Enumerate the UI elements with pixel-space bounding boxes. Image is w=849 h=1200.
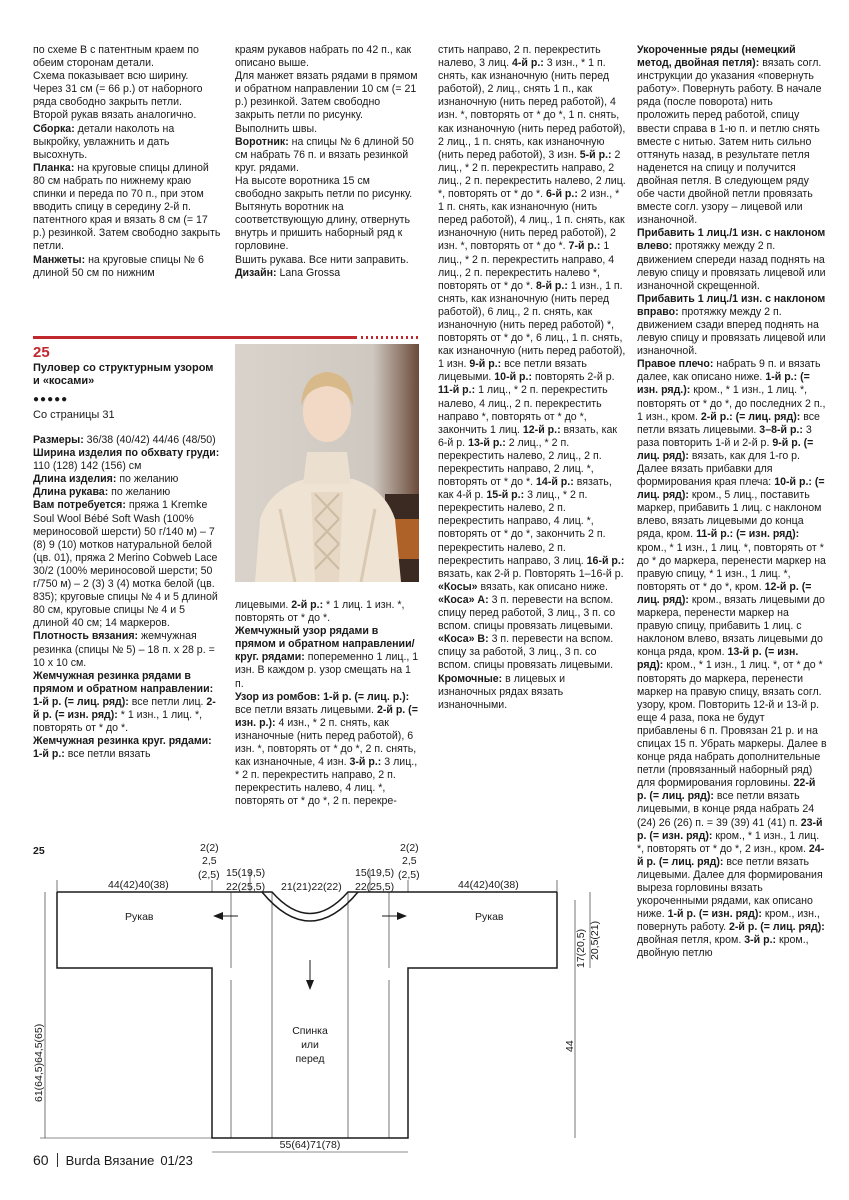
paragraph-cable-b: «Коса» В: 3 п. перевести на вспом. спицу за работой, 3 лиц., 3 п. со вспом. спицы провязать лицевыми.	[438, 633, 614, 672]
paragraph: по схеме В с патентным краем по обеим сторонам детали.	[33, 44, 199, 70]
spec-length: Длина изделия: по желанию	[33, 473, 179, 486]
dim-mid-left-2: 22(25,5)	[226, 881, 266, 893]
sleeve-label-right: Рукав	[475, 911, 504, 923]
dim-neck: 21(21)22(22)	[281, 881, 342, 893]
dim-height-right-b: 20,5(21)	[589, 920, 601, 960]
magazine-name: Burda Вязание	[65, 1152, 155, 1168]
paragraph-manzhety: Манжеты: на круговые спицы № 6 длиной 50 см по нижним	[33, 253, 204, 279]
dim-sleeve-left: 44(42)40(38)	[108, 879, 169, 891]
dim-mid-right-1: 15(19,5)	[355, 867, 395, 879]
dim-shoulder-left-2: 2,5	[202, 855, 217, 867]
paragraph: Через 31 см (= 66 р.) от наборного ряда свободно закрыть петли.	[33, 83, 203, 109]
model-photo	[235, 344, 419, 582]
paragraph-increase-right: Прибавить 1 лиц./1 изн. с наклоном вправо: протяжку между 2 п. движением сзади вперед поднять на левую спицу и провязать лицевой или изнаночной.	[637, 292, 826, 358]
body-label-2: или	[301, 1039, 319, 1051]
column-1-specs	[33, 434, 221, 842]
paragraph: Второй рукав вязать аналогично.	[33, 109, 197, 122]
paragraph-right-shoulder: Правое плечо: набрать 9 п. и вязать далее, как описано ниже. 1-й р.: (= изн. ряд.): кром., * 1 изн., 1 лиц. *, повторять от * до *, до последних 2 п., 1 изн., кром. 2-й р.: (= лиц. ряд): все петли вязать лицевыми. 3–8-й р.: 3 раза повторить 1-й и 2-й р. 9-й р. (= лиц. ряд): вязать, как для 1-го р. Далее вязать прибавки для формирования края плеча: 10-й р.: (= лиц. ряд): кром., 5 лиц., поставить маркер, прибавить 1 лиц. с наклоном влево, вязать лицевыми до конца ряда, кром. 11-й р.: (= изн. ряд): кром., * 1 изн., 1 лиц. *, повторять от * до * до маркера, перенести маркер на правую спицу, * 1 изн., 1 лиц. *, повторять от * до *, кром. 12-й р. (= лиц. ряд): кром., вязать лицевыми до маркера, перенести маркер на правую спицу, прибавить 1 лиц. с наклоном влево, вязать лицевыми до конца ряда, кром. 13-й р. (= изн. ряд): кром., * 1 изн., 1 лиц. *, от * до * повторять до маркера, перенести маркер на правую спицу, вязать согл. узору, кром. Повторить 12-й и 13-й р. еще 4 раза, пока не будут прибавлены 6 п. Провязан 21 р. и на спицах 15 п. Убрать маркеры. Далее в конце ряда набрать дополнительные петли (провязанный наборный ряд) для формирования горловины. 22-й р. (= лиц. ряд): все петли вязать лицевыми, в конце ряда набрать 24 (24) 26 (26) п. = 39 (39) 41 (41) п. 23-й р. (= изн. ряд): кром., * 1 изн., 1 лиц. *, повторять от * до *, 2 изн., кром. 24-й р. (= лиц. ряд): все петли вязать лицевыми. Далее для формирования выреза горловины вязать укороченными рядами, как описано ниже. 1-й р. (= изн. ряд): кром., изн., повернуть работу. 2-й р. (= лиц. ряд): двойная петля, кром. 3-й р.: кром., двойную петлю	[637, 358, 827, 960]
dim-bottom-width: 55(64)71(78)	[279, 1139, 341, 1151]
dim-height-left: 61(64,5)64,5(65)	[33, 1023, 45, 1102]
spec-width: Ширина изделия по обхвату груди: 110 (128) 142 (156) см	[33, 447, 220, 473]
column-2-top	[235, 44, 419, 314]
paragraph: лицевыми. 2-й р.: * 1 лиц. 1 изн. *, повторять от * до *.	[235, 599, 405, 625]
paragraph-design: Дизайн: Lana Grossa	[235, 266, 341, 279]
spec-sleeve-length: Длина рукава: по желанию	[33, 486, 171, 499]
source-page: Со страницы 31	[33, 409, 115, 421]
section-divider	[33, 336, 419, 339]
body-label-1: Спинка	[292, 1025, 328, 1037]
column-4	[637, 44, 827, 1154]
paragraph: Узор из ромбов: 1-й р. (= лиц. р.): все петли вязать лицевыми. 2-й р. (= изн. р.): 4 изн., * 2 п. снять, как изнаночные (нить перед работой), 6 изн. *, повторять от * до *, 2 п. снять, как изнаночные, 4 изн. 3-й р.: 3 лиц., * 2 п. перекрестить направо, 2 п. перекрестить налево, 4 лиц. *, повторять от * до *, 2 п. перекре-	[235, 690, 418, 808]
dim-shoulder-left-3: (2,5)	[198, 869, 220, 881]
dim-shoulder-left-1: 2(2)	[200, 842, 219, 854]
spec-pearl-rib-round: Жемчужная резинка круг. рядами: 1-й р.: все петли вязать	[33, 735, 212, 761]
dim-shoulder-right-3: (2,5)	[398, 869, 420, 881]
spec-gauge: Плотность вязания: жемчужная резинка (спицы № 5) – 18 п. х 28 р. = 10 х 10 см.	[33, 630, 215, 669]
dim-mid-left-1: 15(19,5)	[226, 867, 266, 879]
paragraph-short-rows: Укороченные ряды (немецкий метод, двойная петля): вязать согл. инструкции до указания «повернуть работу». Повернуть работу. В начале ряда (после поворота) нить проложить перед работой, спицу ввести справа в 1-ю п. и петлю снять вместе с нитью. Затем нить сильно оттянуть назад, в результате петля наденется на спицу и получится двойная петля. В следующем ряду обе части двойной петли провязать вместе согл. узору – лицевой или изнаночной.	[637, 44, 822, 227]
garment-outline	[57, 892, 557, 1138]
paragraph-sborka: Сборка: детали наколоть на выкройку, увлажнить и дать высохнуть.	[33, 122, 175, 161]
dim-shoulder-right-1: 2(2)	[400, 842, 419, 854]
paragraph: Схема показывает всю ширину.	[33, 70, 189, 83]
dim-height-right-a: 17(20,5)	[575, 928, 587, 968]
paragraph: На высоте воротника 15 см свободно закрыть петли по рисунку. Вытянуть воротник на соответствующую длину, отвернуть внутрь и пришить наборный ряд к горловине.	[235, 174, 413, 253]
paragraph-vorotnik: Воротник: на спицы № 6 длиной 50 см набрать 76 п. и вязать резинкой круг. рядами.	[235, 135, 414, 174]
spec-pearl-rib-flat: Жемчужная резинка рядами в прямом и обратном направлении: 1-й р. (= лиц. ряд): все петли лиц. 2-й р. (= изн. ряд): * 1 изн., 1 лиц. *, повторять от * до *.	[33, 669, 216, 735]
footer-separator	[57, 1153, 58, 1167]
scheme-number: 25	[33, 845, 45, 857]
paragraph: краям рукавов набрать по 42 п., как описано выше.	[235, 44, 412, 70]
body-label-3: перед	[295, 1053, 325, 1065]
column-1-top	[33, 44, 221, 306]
pattern-title: Пуловер со структурным узором и «косами»	[33, 362, 214, 387]
paragraph-planka: Планка: на круговые спицы длиной 80 см набрать по нижнему краю спинки и переда по 70 п., при этом вводить спицу в середину 2-й п. патентного края и вязать 8 см (= 17 р.) резинкой. Затем свободно закрыть петли.	[33, 161, 221, 253]
paragraph-cables: «Косы» вязать, как описано ниже.	[438, 580, 608, 593]
paragraph-increase-left: Прибавить 1 лиц./1 изн. с наклоном влево: протяжку между 2 п. движением спереди назад поднять на левую спицу и провязать лицевой или изнаночной скрещенной.	[637, 227, 826, 292]
spec-sizes: Размеры: 36/38 (40/42) 44/46 (48/50)	[33, 434, 216, 446]
pattern-number: 25	[33, 344, 50, 361]
dim-shoulder-right-2: 2,5	[402, 855, 417, 867]
dim-height-side: 44	[564, 1040, 576, 1052]
paragraph-diamond-rows: стить направо, 2 п. перекрестить налево, 3 лиц. 4-й р.: 3 изн., * 1 п. снять, как изнаночную (нить перед работой), 2 лиц., снять 1 п., как изнаночную (нить перед работой), 4 изн. *, повторять от * до *, 1 п. снять, как изнаночную (нить перед работой), 2 лиц., 1 п. снять, как изнаночную (нить перед работой), 3 изн. 5-й р.: 2 лиц., * 2 п. перекрестить направо, 2 лиц., 2 п. перекрестить налево, 2 лиц. *, повторять от * до *. 6-й р.: 2 изн., * 1 п. снять, как изнаночную (нить перед работой), 4 лиц., 1 п. снять, как изнаночную (нить перед работой), 2 изн. *, повторять от * до *. 7-й р.: 1 лиц., * 2 п. перекрестить направо, 4 лиц., 2 п. перекрестить налево *, повторять от * до *. 8-й р.: 1 изн., 1 п. снять, как изнаночную (нить перед работой), 6 лиц., 2 п. снять, как изнаночную (нить перед работой) *, повторять от * до *, 6 лиц., 1 п. снять, как изнаночную (нить перед работой), 1 изн. 9-й р.: все петли вязать лицевыми. 10-й р.: повторять 2-й р. 11-й р.: 1 лиц., * 2 п. перекрестить налево, 4 лиц., 2 п. перекрестить направо *, повторять от * до *, закончить 1 лиц. 12-й р.: вязать, как 6-й р. 13-й р.: 2 лиц., * 2 п. перекрестить налево, 2 лиц., 2 п. перекрестить направо, 2 лиц. *, повторять от * до *. 14-й р.: вязать, как 4-й р. 15-й р.: 3 лиц., * 2 п. перекрестить налево, 2 п. перекрестить направо, 4 лиц. *, повторять от * до *, закончить 2 п. перекрестить налево, 2 п. перекрестить направо, 3 лиц. 16-й р.: вязать, как 2-й р. Повторять 1–16-й р.	[438, 44, 626, 580]
paragraph-cable-a: «Коса» А: 3 п. перевести на вспом. спицу перед работой, 3 лиц., 3 п. со вспом. спицы провязать лицевыми.	[438, 593, 616, 633]
paragraph-edge: Кромочные: в лицевых и изнаночных рядах вязать изнаночными.	[438, 672, 566, 711]
spec-materials: Вам потребуется: пряжа 1 Kremke Soul Wool Bébé Soft Wash (100% мериносовой шерсти) 50 г/140 м) – 7 (8) 9 (10) мотков натуральной белой (цв. 01), пряжа 2 Merino Cobweb Lace 30/2 (100% мериносовой шерсти; 50 г/750 м) – 2 (3) 3 (4) мотка белой (цв. 835); круговые спицы № 4 и 5 длиной 80 см, круговые спицы № 4 и 5 длиной 40 см; 14 маркеров.	[33, 499, 218, 630]
paragraph: Для манжет вязать рядами в прямом и обратном направлении 10 см (= 21 р.) резинкой. Затем свободно закрыть петли по рисунку. Выполнить швы.	[235, 70, 418, 135]
issue-number: 01/23	[160, 1152, 193, 1168]
difficulty-rating: ●●●●●	[33, 394, 69, 405]
dim-mid-right-2: 22(25,5)	[355, 881, 395, 893]
sleeve-label-left: Рукав	[125, 911, 154, 923]
column-2-stitches	[235, 599, 419, 842]
guide-lines	[40, 870, 590, 1152]
column-3	[438, 44, 626, 842]
page-number: 60	[33, 1152, 49, 1168]
page-footer	[33, 1152, 193, 1168]
paragraph: Вшить рукава. Все нити заправить.	[235, 253, 409, 266]
dim-sleeve-right: 44(42)40(38)	[458, 879, 519, 891]
paragraph: Жемчужный узор рядами в прямом и обратном направлении/круг. рядами: попеременно 1 лиц., 1 изн. В каждом р. узор смещать на 1 п.	[235, 625, 419, 690]
garment-schematic	[0, 840, 630, 1160]
direction-arrows	[213, 912, 407, 990]
